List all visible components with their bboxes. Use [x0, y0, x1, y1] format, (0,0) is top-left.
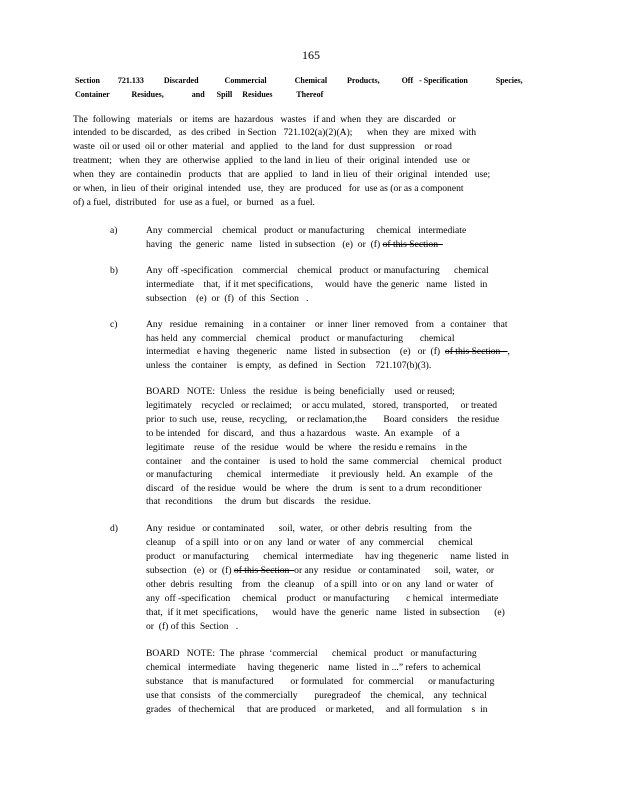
item-d-text: product or manufacturing chemical intermediate hav ing thegeneric name listed in [146, 551, 509, 562]
item-d-text: cleanup of a spill into or on any land or water of any commercial chemical [146, 537, 473, 548]
item-c-text: Any residue remaining in a container or inner liner removed from a container that [146, 319, 508, 330]
note-line: use that consists of the commercially puregradeof the chemical, any technical [146, 690, 487, 701]
note-line: chemical intermediate having thegeneric name listed in ...” refers to achemical [146, 662, 481, 673]
note-line: to be intended for discard, and thus a hazardous waste. An example of a [146, 428, 460, 439]
section-heading-line-1: Section 721.133 Discarded Commercial Chemical Products, Off - Specification Species, [75, 76, 523, 85]
item-a-text [146, 240, 443, 250]
item-c-text [146, 347, 510, 357]
note-line: legitimately recycled or reclaimed; or accu mulated, stored, transported, or treated [146, 400, 498, 411]
item-d-label: d) [110, 523, 118, 534]
item-a-text-part: having the generic name listed in subsection (e) or (f) [146, 239, 383, 250]
item-d-text-part: or any residue or contaminated soil, water, or [294, 565, 495, 576]
item-d-text: any off -specification chemical product or manufacturing c hemical intermediate [146, 593, 499, 604]
struck-text: of this Section [382, 239, 443, 250]
note-line: substance that is manufactured or formulated for commercial or manufacturing [146, 676, 495, 687]
note-line: BOARD NOTE: Unless the residue is being beneficially used or reused; [146, 386, 455, 397]
note-line: grades of thechemical that are produced or marketed, and all formulation s in [146, 704, 488, 715]
item-a-text: Any commercial chemical product or manufacturing chemical intermediate [146, 225, 467, 236]
note-line: container and the container is used to hold the same commercial chemical product [146, 456, 502, 467]
intro-line: or when, in lieu of their original intended use, they are produced for use as (or as a component [73, 183, 464, 194]
item-d-text-part: subsection (e) or (f) [146, 565, 234, 576]
item-d-text: other debris resulting from the cleanup of a spill into or on any land or water of [146, 579, 494, 590]
item-c-text-part: intermediat e having thegeneric name listed in subsection (e) or (f) [146, 346, 445, 357]
intro-line: intended to be discarded, as des cribed in Section 721.102(a)(2)(A); when they are mixed with [73, 127, 477, 138]
item-b-text: subsection (e) or (f) of this Section . [146, 293, 309, 304]
note-line: that reconditions the drum but discards the residue. [146, 496, 371, 507]
note-line: or manufacturing chemical intermediate it previously held. An example of the [146, 469, 493, 480]
section-heading-line-2: Container Residues, and Spill Residues Thereof [75, 90, 324, 99]
intro-line: when they are containedin products that are applied to land in lieu of their original intended use; [73, 169, 491, 180]
note-line: discard of the residue would be where the drum is sent to a drum reconditioner [146, 483, 482, 494]
item-a-label: a) [110, 225, 118, 236]
item-d-text: Any residue or contaminated soil, water, or other debris resulting from the [146, 523, 472, 534]
item-b-text: intermediate that, if it met specifications, would have the generic name listed in [146, 279, 488, 290]
item-c-text: has held any commercial chemical product or manufacturing chemical [146, 333, 455, 344]
item-d-text: or (f) of this Section . [146, 621, 239, 632]
intro-line: waste oil or used oil or other material and applied to the land for dust suppression or road [73, 141, 452, 152]
intro-line: treatment; when they are otherwise applied to the land in lieu of their original intended use or [73, 155, 470, 166]
item-b-text: Any off -specification commercial chemical product or manufacturing chemical [146, 265, 489, 276]
item-c-label: c) [110, 319, 118, 330]
note-line: BOARD NOTE: The phrase ‘commercial chemical product or manufacturing [146, 648, 477, 659]
intro-line: of) a fuel, distributed for use as a fuel, or burned as a fuel. [73, 197, 315, 208]
item-c-text-part: , [507, 346, 510, 357]
item-b-label: b) [110, 265, 118, 276]
struck-text: of this Section [233, 565, 295, 576]
struck-text: of this Section [444, 346, 508, 357]
intro-line: The following materials or items are hazardous wastes if and when they are discarded or [73, 114, 456, 125]
note-line: prior to such use, reuse, recycling, or reclamation,the Board considers the residue [146, 414, 500, 425]
note-line: legitimate reuse of the residue would be where the residu e remains in the [146, 442, 468, 453]
page-number: 165 [302, 48, 320, 62]
item-d-text [146, 566, 494, 576]
item-d-text: that, if it met specifications, would have the generic name listed in subsection (e) [146, 607, 505, 618]
item-c-text: unless the container is empty, as defined in Section 721.107(b)(3). [146, 360, 432, 371]
